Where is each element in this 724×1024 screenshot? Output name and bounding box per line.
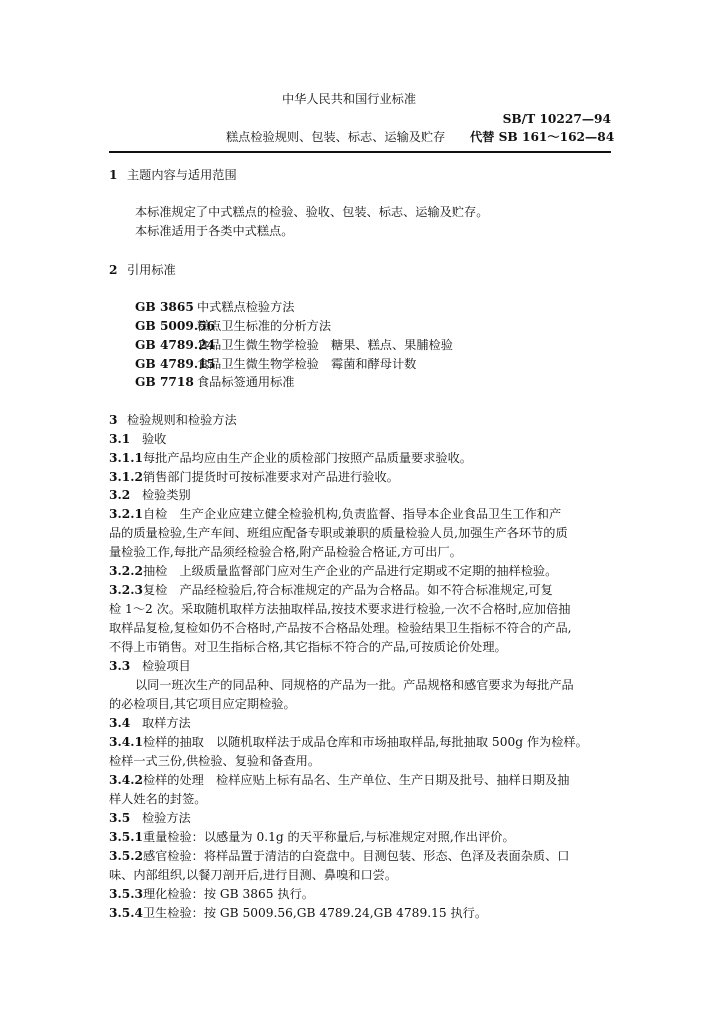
clause-3-4-2-cont: 样人姓名的封签。 [109,792,207,806]
clause-3-3-heading: 3.3 检验项目 [109,659,191,673]
clause-3-5-heading: 3.5 检验方法 [109,811,191,825]
clause-3-2-1-cont: 量检验工作,每批产品须经检验合格,附产品检验合格证,方可出厂。 [109,545,462,559]
clause-3-5-3: 3.5.3理化检验：按 GB 3865 执行。 [109,887,314,901]
clause-3-4-heading: 3.4 取样方法 [109,716,191,730]
clause-3-1-1: 3.1.1每批产品均应由生产企业的质检部门按照产品质量要求验收。 [109,451,472,465]
clause-3-2-heading: 3.2 检验类别 [109,488,191,502]
reference-item: GB 5009.56糕点卫生标准的分析方法 [135,319,332,333]
reference-item: GB 4789.15食品卫生微生物学检验 霉菌和酵母计数 [135,357,417,371]
reference-item: GB 7718 食品标签通用标准 [135,375,295,389]
standard-code: SB/T 10227—94 [502,112,611,126]
section-1-heading: 1 主题内容与适用范围 [109,168,237,182]
clause-3-2-3-cont: 检 1～2 次。采取随机取样方法抽取样品,按技术要求进行检验,一次不合格时,应加倍抽 [109,602,571,616]
clause-3-2-3: 3.2.3复检 产品经检验后,符合标准规定的产品为合格品。如不符合标准规定,可复 [109,583,553,597]
clause-3-4-2: 3.4.2检样的处理 检样应贴上标有品名、生产单位、生产日期及批号、抽样日期及抽 [109,773,570,787]
clause-3-2-2: 3.2.2抽检 上级质量监督部门应对生产企业的产品进行定期或不定期的抽样检验。 [109,564,558,578]
reference-item: GB 3865 中式糕点检验方法 [135,300,295,314]
section-1-para-1: 本标准规定了中式糕点的检验、验收、包装、标志、运输及贮存。 [135,205,489,219]
standard-org: 中华人民共和国行业标准 [281,92,417,106]
clause-3-5-1: 3.5.1重量检验：以感量为 0.1g 的天平称量后,与标准规定对照,作出评价。 [109,830,515,844]
clause-3-5-2-cont: 味、内部组织,以餐刀剖开后,进行目测、鼻嗅和口尝。 [109,868,398,882]
clause-3-3-para: 以同一班次生产的同品种、同规格的产品为一批。产品规格和感官要求为每批产品 [135,678,574,692]
clause-3-4-1-cont: 检样一式三份,供检验、复验和备查用。 [109,754,321,768]
section-3-heading: 3 检验规则和检验方法 [109,413,237,427]
clause-3-5-2: 3.5.2感官检验：将样品置于清洁的白瓷盘中。目测包装、形态、色泽及表面杂质、口 [109,849,570,863]
clause-3-2-1: 3.2.1自检 生产企业应建立健全检验机构,负责监督、指导本企业食品卫生工作和产 [109,507,562,521]
section-2-heading: 2 引用标准 [109,263,176,277]
reference-item: GB 4789.24食品卫生微生物学检验 糖果、糕点、果脯检验 [135,338,453,352]
clause-3-5-4: 3.5.4卫生检验：按 GB 5009.56,GB 4789.24,GB 4789.15 执行。 [109,906,488,920]
clause-3-1-heading: 3.1 验收 [109,432,167,446]
section-1-para-2: 本标准适用于各类中式糕点。 [135,224,294,238]
clause-3-3-para-cont: 的必检项目,其它项目应定期检验。 [109,697,296,711]
clause-3-2-3-cont: 取样品复检,复检如仍不合格时,产品按不合格品处理。检验结果卫生指标不符合的产品, [109,621,572,635]
clause-3-2-1-cont: 品的质量检验,生产车间、班组应配备专职或兼职的质量检验人员,加强生产各环节的质 [109,526,568,540]
clause-3-4-1: 3.4.1检样的抽取 以随机取样法于成品仓库和市场抽取样品,每批抽取 500g 作为检样。 [109,735,588,749]
replaces-note: 代替 SB 161～162—84 [470,130,615,144]
header-rule [109,151,611,153]
clause-3-1-2: 3.1.2销售部门提货时可按标准要求对产品进行验收。 [109,470,399,484]
document-title: 糕点检验规则、包装、标志、运输及贮存 [226,130,446,144]
clause-3-2-3-cont: 不得上市销售。对卫生指标合格,其它指标不符合的产品,可按质论价处理。 [109,640,507,654]
